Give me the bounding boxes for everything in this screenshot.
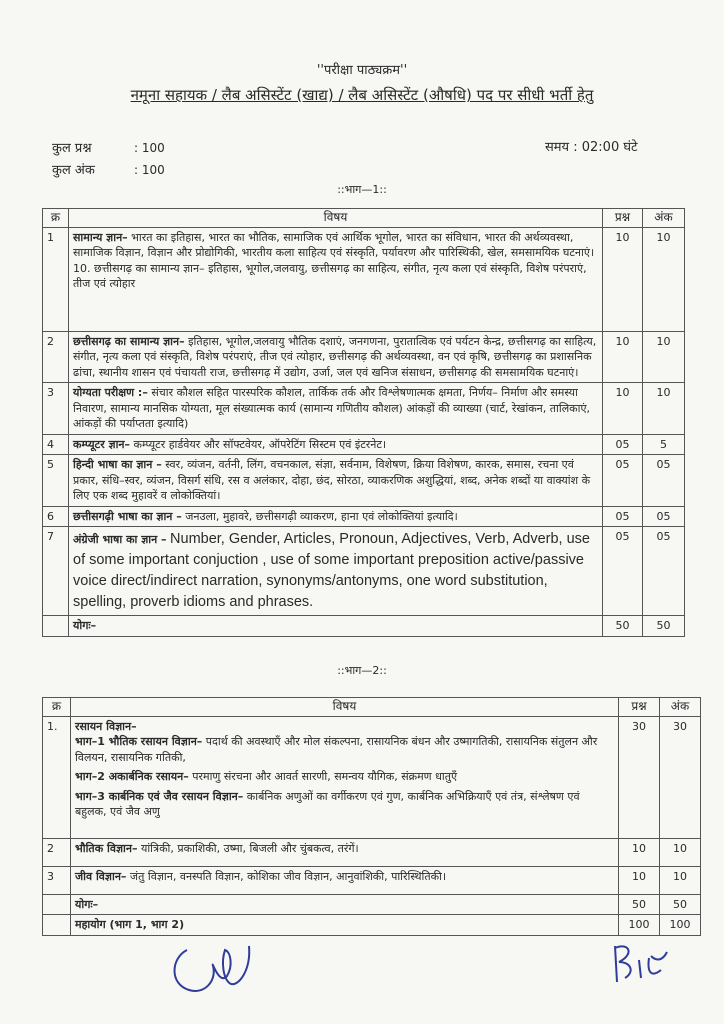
table-row [43,455,685,507]
row-marks: 05 [643,506,685,527]
table-row [43,227,685,331]
row-sn: 5 [43,455,69,507]
subject-text: कम्प्यूटर हार्डवेयर और सॉफ्टवेयर, ऑपरेटिंग सिस्टम एवं इंटरनेट। [130,437,387,451]
table-row [43,527,685,616]
part1-table [42,208,685,637]
row-questions: 10 [603,383,643,435]
subject-title: हिन्दी भाषा का ज्ञान – [73,458,162,471]
subject-title: सामान्य ज्ञान– [73,230,128,244]
row-marks: 10 [643,383,685,435]
row-questions: 10 [603,227,643,331]
row-questions: 30 [619,716,660,838]
total-marks-cell: 50 [660,894,701,915]
col-header-sn: क्र [43,698,71,717]
row-subject [71,866,619,894]
subject-part3: भाग–3 कार्बनिक एवं जैव रसायन विज्ञान– कार्बनिक अणुओं का वर्गीकरण एवं गुण, कार्बनिक अभिक्रियाएँ एवं तंत्र, संश्लेषण एवं बहुलक, एवं जैव अणु [75,789,580,818]
row-subject [69,506,603,527]
row-questions: 05 [603,434,643,455]
subject-title: जीव विज्ञान– [75,869,127,883]
subject-text: जनउला, मुहावरे, छत्तीसगढ़ी व्याकरण, हाना एवं लोकोक्तियां इत्यादि। [181,509,458,523]
subject-title: कम्प्यूटर ज्ञान– [73,437,131,451]
row-marks: 05 [643,455,685,507]
subject-title: रसायन विज्ञान– [75,719,137,733]
total-marks-label: कुल अंक [52,163,95,178]
table-total-row [43,894,701,915]
row-marks: 10 [660,838,701,866]
row-marks: 10 [643,331,685,383]
row-questions: 05 [603,527,643,616]
subject-title: भौतिक विज्ञान– [75,841,138,855]
subject-text: भारत का इतिहास, भारत का भौतिक, सामाजिक एवं आर्थिक भूगोल, भारत का संविधान, भारत की अर्थव्यवस्था, सामाजिक विज्ञान, विज्ञान और प्रोद्योगिकी, भारतीय कला साहित्य एवं संस्कृति, पर्यावरण और पारिस्थिकी, खेल, समसामयिक घटनाएं। [73,230,595,259]
col-header-marks: अंक [660,698,701,717]
subject-title: छत्तीसगढ़ी भाषा का ज्ञान – [73,509,182,523]
total-marks-value: : 100 [134,163,165,177]
row-subject [69,331,603,383]
subject-text: स्वर, व्यंजन, वर्तनी, लिंग, वचनकाल, संज्ञा, सर्वनाम, विशेषण, क्रिया विशेषण, कारक, समास, रचना एवं प्रकार, संधि–स्वर, व्यंजन, विसर्ग संधि, रस व अलंकार, दोहा, छंद, सोरठा, व्याकरणिक अशुद्धियां, शब्द, अनेक शब्दों या वाक्यांश के लिए एक शब्द मुहावरें व लोकोक्तियां। [73,458,591,502]
row-questions: 10 [619,866,660,894]
table-row [43,838,701,866]
table-row [43,866,701,894]
col-header-subject: विषय [69,209,603,228]
subject-part1: भाग–1 भौतिक रसायन विज्ञान– पदार्थ की अवस्थाएँ और मोल संकल्पना, रासायनिक बंधन और उष्मागतिकी, रासायनिक संतुलन और विलयन, रासायनिक गतिकी, [75,735,598,764]
document-title: ''परीक्षा पाठ्यक्रम'' [316,63,408,78]
grand-total-label: महायोग (भाग 1, भाग 2) [71,915,619,936]
table-row [43,716,701,838]
total-questions-value: : 100 [134,141,165,155]
part2-table [42,697,701,936]
row-subject [69,227,603,331]
table-total-row [43,616,685,637]
row-questions: 10 [619,838,660,866]
col-header-subject: विषय [71,698,619,717]
row-subject [69,527,603,616]
row-sn: 3 [43,383,69,435]
row-sn: 2 [43,331,69,383]
subject-text: इतिहास, भूगोल,जलवायु भौतिक दशाएं, जनगणना, पुरातात्विक एवं पर्यटन केन्द्र, छत्तीसगढ़ का साहित्य, संगीत, नृत्य कला एवं संस्कृति, विशेष परंपराएं, तीज एवं त्योहार, छत्तीसगढ़ की अर्थव्यवस्था, वन एवं कृषि, छत्तीसगढ़ का प्रशासनिक ढांचा, स्थानीय शासन एवं पंचायती राज, छत्तीसगढ़ में उद्योग, उर्जा, जल एवं खनिज संसाधन, छत्तीसगढ़ की समसामयिक घटनाएं। [73,334,597,379]
row-questions: 10 [603,331,643,383]
row-sn: 4 [43,434,69,455]
signature-left [165,940,265,1000]
part1-heading: ::भाग—1:: [337,183,387,196]
col-header-sn: क्र [43,209,69,228]
time-duration: समय : 02:00 घंटे [545,140,638,155]
table-row [43,383,685,435]
total-questions-label: कुल प्रश्न [52,141,92,156]
row-marks: 10 [660,866,701,894]
row-sn: 7 [43,527,69,616]
row-subject [71,716,619,838]
document-subtitle: नमूना सहायक / लैब असिस्टेंट (खाद्य) / लैब असिस्टेंट (औषधि) पद पर सीधी भर्ती हेतु [130,86,594,104]
subject-text: जंतु विज्ञान, वनस्पति विज्ञान, कोशिका जीव विज्ञान, आनुवांशिकी, पारिस्थितिकी। [126,869,447,883]
row-sn: 1. [43,716,71,838]
grand-total-questions: 100 [619,915,660,936]
total-label: योगः– [71,894,619,915]
row-sn: 6 [43,506,69,527]
subject-text: यांत्रिकी, प्रकाशिकी, उष्मा, बिजली और चुंबकत्व, तरंगें। [137,841,359,855]
total-questions-cell: 50 [619,894,660,915]
subject-text-cg: 10. छत्तीसगढ़ का सामान्य ज्ञान– इतिहास, भूगोल,जलवायु, छत्तीसगढ़ का साहित्य, संगीत, नृत्य कला एवं संस्कृति, विशेष परंपराएं, तीज एवं त्योहार [73,261,587,290]
row-marks: 5 [643,434,685,455]
row-marks: 05 [643,527,685,616]
table-row [43,434,685,455]
grand-total-row [43,915,701,936]
total-marks-cell: 50 [643,616,685,637]
row-marks: 30 [660,716,701,838]
total-marks [52,160,165,178]
subject-title: योग्यता परीक्षण :– [73,386,148,399]
row-subject [69,434,603,455]
signature-right [605,938,675,988]
subject-title: अंग्रेजी भाषा का ज्ञान – [73,533,167,546]
table-row [43,331,685,383]
row-questions: 05 [603,455,643,507]
row-subject [71,838,619,866]
subject-text: संचार कौशल सहित पारस्परिक कौशल, तार्किक तर्क और विश्लेषणात्मक क्षमता, निर्णय– निर्माण और समस्या निवारण, सामान्य मानसिक योग्यता, मूल संख्यात्मक कार्य (सामान्य गणितीय कौशल) आंकड़ों की व्याख्या (चार्ट, रेखांकन, तालिकाएं, आंकड़ों की पर्याप्तता इत्यादि) [73,386,591,430]
col-header-questions: प्रश्न [603,209,643,228]
row-sn: 3 [43,866,71,894]
table-header-row [43,209,685,228]
row-sn: 1 [43,227,69,331]
row-subject [69,455,603,507]
total-questions-cell: 50 [603,616,643,637]
table-header-row [43,698,701,717]
subject-text: Number, Gender, Articles, Pronoun, Adjectives, Verb, Adverb, use of some important conjuction , use of some important preposition active/passive voice direct/indirect narration, synonyms/antonyms, one word substitution, spelling, proverb idioms and phrases. [73,531,590,610]
total-label: योगः– [69,616,603,637]
table-row [43,506,685,527]
row-subject [69,383,603,435]
grand-total-marks: 100 [660,915,701,936]
col-header-questions: प्रश्न [619,698,660,717]
total-questions [52,138,165,156]
part2-heading: ::भाग—2:: [337,664,387,677]
subject-title: छत्तीसगढ़ का सामान्य ज्ञान– [73,334,185,348]
row-questions: 05 [603,506,643,527]
row-marks: 10 [643,227,685,331]
col-header-marks: अंक [643,209,685,228]
subject-part2: भाग–2 अकार्बनिक रसायन– परमाणु संरचना और आवर्त सारणी, समन्वय यौगिक, संक्रमण धातुएँ [75,770,458,783]
row-sn: 2 [43,838,71,866]
